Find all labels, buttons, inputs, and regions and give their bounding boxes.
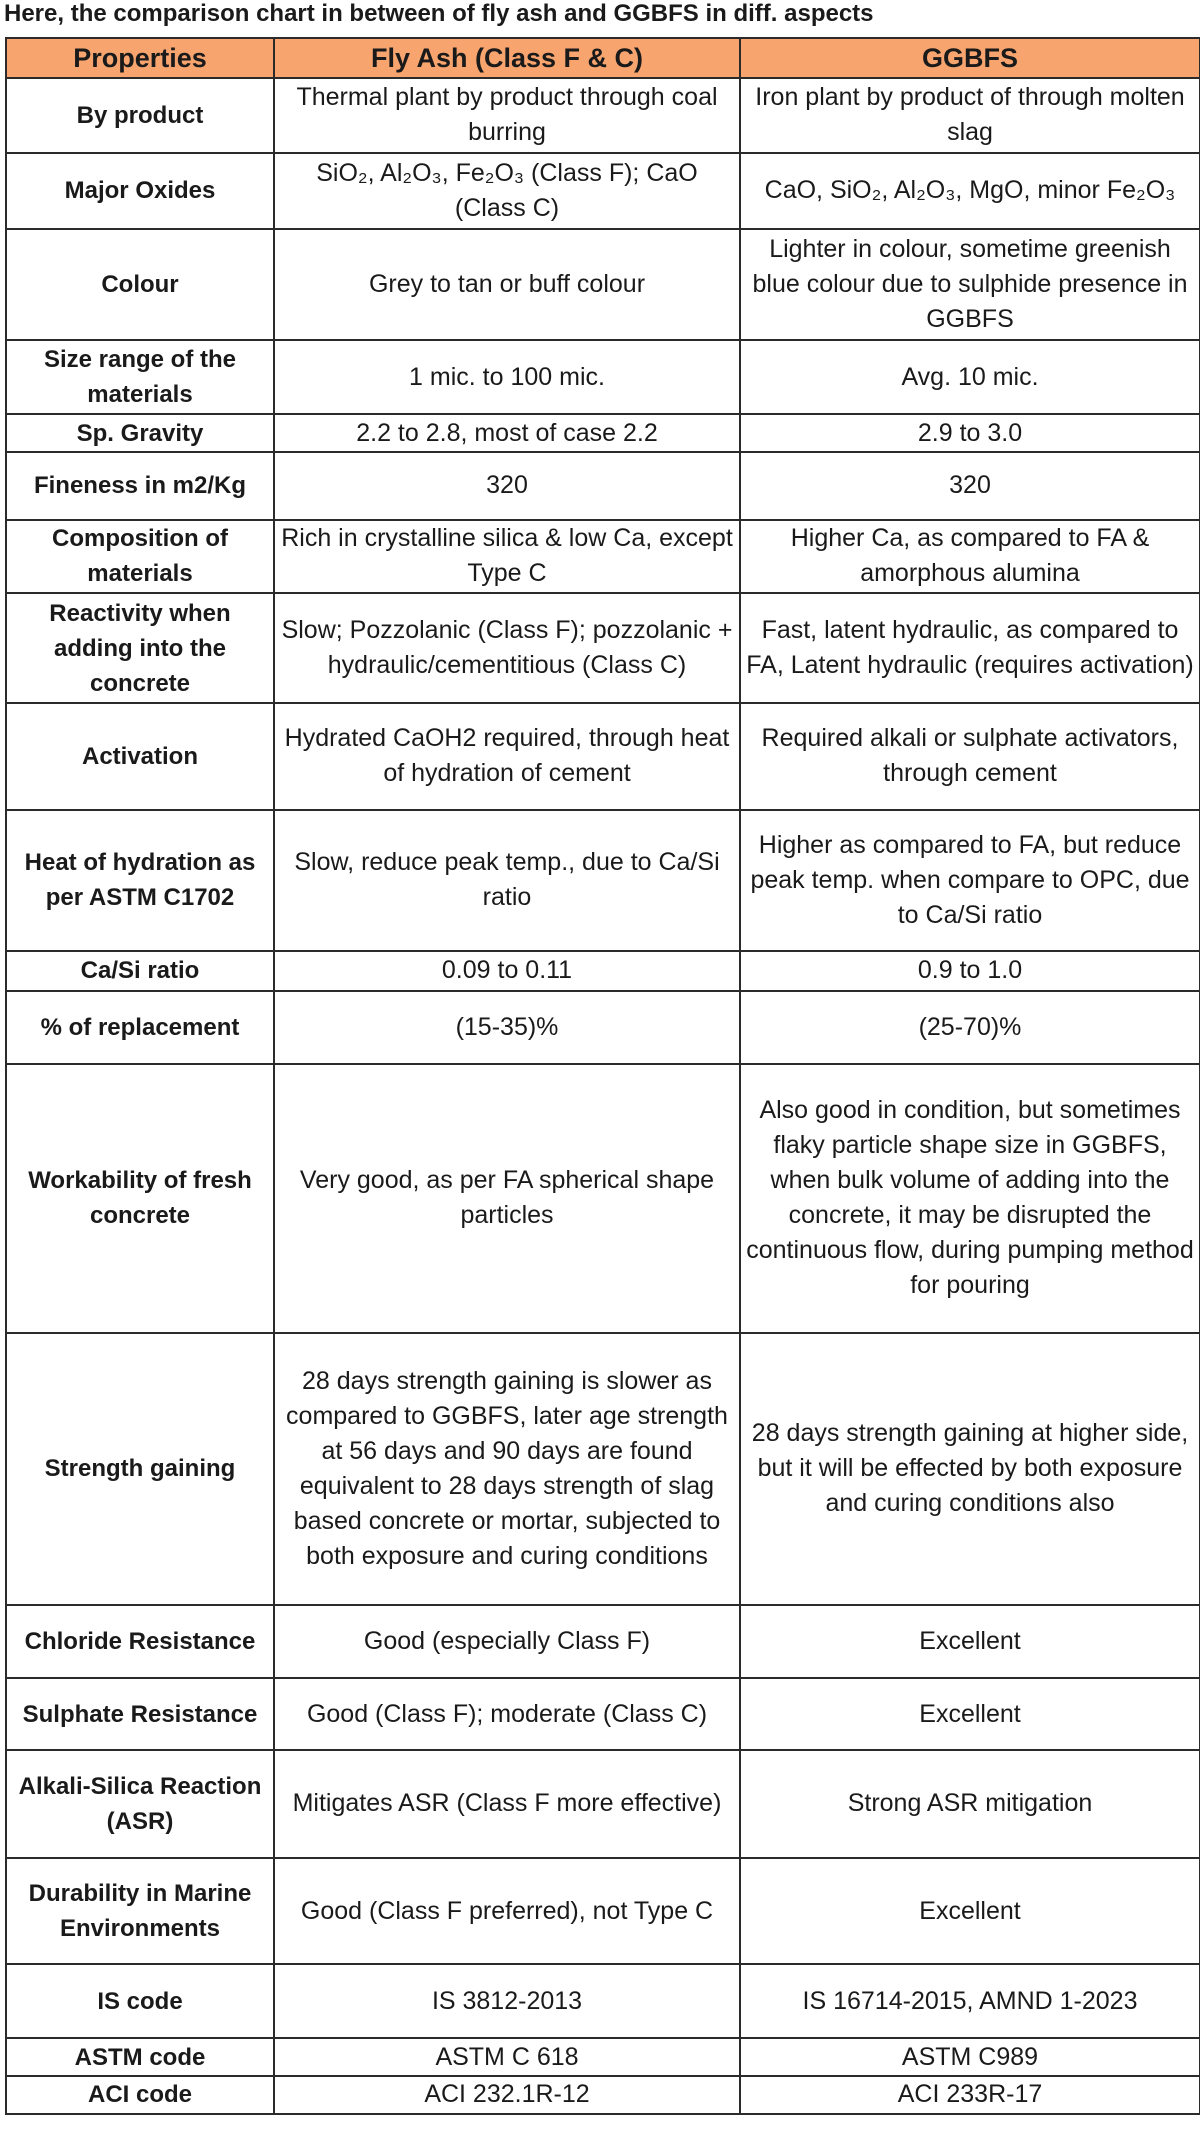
table-row: [6, 78, 1200, 153]
fly-ash-cell: SiO₂, Al₂O₃, Fe₂O₃ (Class F); CaO (Class C): [274, 153, 740, 229]
ggbfs-cell: Excellent: [740, 1605, 1200, 1679]
ggbfs-cell: (25-70)%: [740, 991, 1200, 1064]
table-row: [6, 810, 1200, 951]
property-cell: Sp. Gravity: [6, 414, 274, 452]
table-row: [6, 703, 1200, 810]
property-cell: % of replacement: [6, 991, 274, 1064]
fly-ash-cell: Slow; Pozzolanic (Class F); pozzolanic + hydraulic/cementitious (Class C): [274, 593, 740, 703]
ggbfs-cell: IS 16714-2015, AMND 1-2023: [740, 1964, 1200, 2038]
ggbfs-cell: Higher Ca, as compared to FA & amorphous alumina: [740, 520, 1200, 594]
table-row: [6, 153, 1200, 229]
fly-ash-cell: ACI 232.1R-12: [274, 2076, 740, 2114]
fly-ash-cell: Very good, as per FA spherical shape particles: [274, 1064, 740, 1333]
fly-ash-cell: Grey to tan or buff colour: [274, 229, 740, 341]
property-cell: Durability in Marine Environments: [6, 1858, 274, 1965]
header-properties: Properties: [6, 38, 274, 78]
header-fly-ash: Fly Ash (Class F & C): [274, 38, 740, 78]
ggbfs-cell: Fast, latent hydraulic, as compared to FA, Latent hydraulic (requires activation): [740, 593, 1200, 703]
table-row: [6, 1605, 1200, 1679]
ggbfs-cell: Strong ASR mitigation: [740, 1750, 1200, 1858]
fly-ash-cell: Good (especially Class F): [274, 1605, 740, 1679]
table-row: [6, 340, 1200, 414]
table-row: [6, 414, 1200, 452]
fly-ash-cell: (15-35)%: [274, 991, 740, 1064]
table-row: [6, 951, 1200, 991]
fly-ash-cell: Hydrated CaOH2 required, through heat of hydration of cement: [274, 703, 740, 810]
fly-ash-cell: 320: [274, 452, 740, 520]
table-row: [6, 1678, 1200, 1750]
ggbfs-cell: Iron plant by product of through molten slag: [740, 78, 1200, 153]
property-cell: Heat of hydration as per ASTM C1702: [6, 810, 274, 951]
table-row: [6, 452, 1200, 520]
ggbfs-cell: Lighter in colour, sometime greenish blue colour due to sulphide presence in GGBFS: [740, 229, 1200, 341]
table-row: [6, 991, 1200, 1064]
property-cell: Composition of materials: [6, 520, 274, 594]
ggbfs-cell: Excellent: [740, 1858, 1200, 1965]
fly-ash-cell: 1 mic. to 100 mic.: [274, 340, 740, 414]
ggbfs-cell: ACI 233R-17: [740, 2076, 1200, 2114]
ggbfs-cell: Also good in condition, but sometimes flaky particle shape size in GGBFS, when bulk volume of adding into the concrete, it may be disrupted the continuous flow, during pumping method for pouring: [740, 1064, 1200, 1333]
property-cell: Major Oxides: [6, 153, 274, 229]
ggbfs-cell: Required alkali or sulphate activators, through cement: [740, 703, 1200, 810]
ggbfs-cell: Avg. 10 mic.: [740, 340, 1200, 414]
fly-ash-cell: 2.2 to 2.8, most of case 2.2: [274, 414, 740, 452]
table-row: [6, 1964, 1200, 2038]
table-header-row: [6, 38, 1200, 78]
property-cell: Ca/Si ratio: [6, 951, 274, 991]
ggbfs-cell: Excellent: [740, 1678, 1200, 1750]
table-row: [6, 229, 1200, 341]
property-cell: Alkali-Silica Reaction (ASR): [6, 1750, 274, 1858]
property-cell: ASTM code: [6, 2038, 274, 2076]
ggbfs-cell: 320: [740, 452, 1200, 520]
fly-ash-cell: Good (Class F); moderate (Class C): [274, 1678, 740, 1750]
property-cell: Size range of the materials: [6, 340, 274, 414]
fly-ash-cell: Rich in crystalline silica & low Ca, except Type C: [274, 520, 740, 594]
property-cell: ACI code: [6, 2076, 274, 2114]
property-cell: Strength gaining: [6, 1333, 274, 1605]
table-row: [6, 1333, 1200, 1605]
property-cell: Activation: [6, 703, 274, 810]
fly-ash-cell: 0.09 to 0.11: [274, 951, 740, 991]
property-cell: IS code: [6, 1964, 274, 2038]
ggbfs-cell: Higher as compared to FA, but reduce peak temp. when compare to OPC, due to Ca/Si ratio: [740, 810, 1200, 951]
fly-ash-cell: Slow, reduce peak temp., due to Ca/Si ratio: [274, 810, 740, 951]
table-row: [6, 520, 1200, 594]
table-row: [6, 1750, 1200, 1858]
ggbfs-cell: 0.9 to 1.0: [740, 951, 1200, 991]
property-cell: Fineness in m2/Kg: [6, 452, 274, 520]
page-heading: Here, the comparison chart in between of fly ash and GGBFS in diff. aspects: [4, 0, 874, 27]
property-cell: Sulphate Resistance: [6, 1678, 274, 1750]
fly-ash-cell: ASTM C 618: [274, 2038, 740, 2076]
property-cell: Colour: [6, 229, 274, 341]
property-cell: Reactivity when adding into the concrete: [6, 593, 274, 703]
table-row: [6, 1858, 1200, 1965]
fly-ash-cell: 28 days strength gaining is slower as compared to GGBFS, later age strength at 56 days and 90 days are found equivalent to 28 days strength of slag based concrete or mortar, subjected to both exposure and curing conditions: [274, 1333, 740, 1605]
fly-ash-cell: Mitigates ASR (Class F more effective): [274, 1750, 740, 1858]
comparison-table: [5, 37, 1200, 2115]
fly-ash-cell: Good (Class F preferred), not Type C: [274, 1858, 740, 1965]
property-cell: Workability of fresh concrete: [6, 1064, 274, 1333]
ggbfs-cell: CaO, SiO₂, Al₂O₃, MgO, minor Fe₂O₃: [740, 153, 1200, 229]
ggbfs-cell: 2.9 to 3.0: [740, 414, 1200, 452]
fly-ash-cell: IS 3812-2013: [274, 1964, 740, 2038]
fly-ash-cell: Thermal plant by product through coal burring: [274, 78, 740, 153]
header-ggbfs: GGBFS: [740, 38, 1200, 78]
ggbfs-cell: ASTM C989: [740, 2038, 1200, 2076]
table-row: [6, 1064, 1200, 1333]
property-cell: By product: [6, 78, 274, 153]
property-cell: Chloride Resistance: [6, 1605, 274, 1679]
ggbfs-cell: 28 days strength gaining at higher side, but it will be effected by both exposure and curing conditions also: [740, 1333, 1200, 1605]
table-row: [6, 2038, 1200, 2076]
table-row: [6, 2076, 1200, 2114]
table-row: [6, 593, 1200, 703]
